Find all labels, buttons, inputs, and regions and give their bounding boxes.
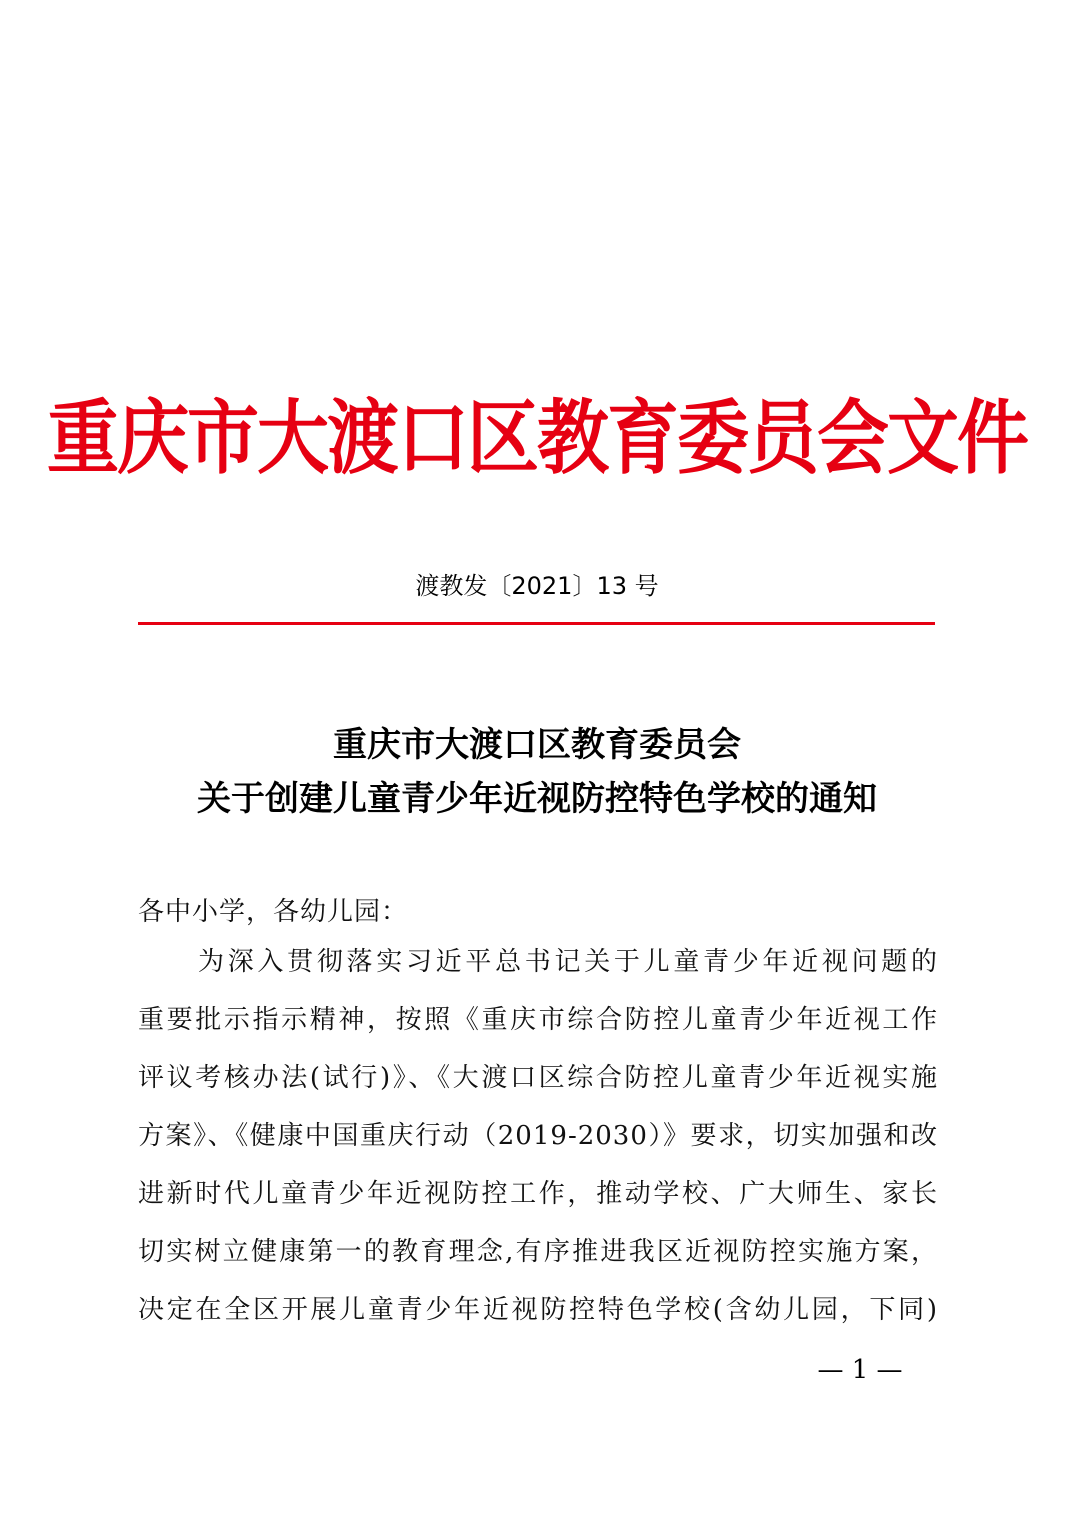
paragraph-line: 进新时代儿童青少年近视防控工作，推动学校、广大师生、家长 <box>138 1179 938 1209</box>
paragraph-line: 方案》、《健康中国重庆行动（2019-2030）》要求，切实加强和改 <box>138 1121 938 1151</box>
document-number: 渡教发〔2021〕13 号 <box>415 572 659 600</box>
notice-title-line-2: 关于创建儿童青少年近视防控特色学校的通知 <box>197 779 877 819</box>
paragraph-line: 为深入贯彻落实习近平总书记关于儿童青少年近视问题的 <box>198 947 938 977</box>
body-paragraph <box>138 942 938 1348</box>
paragraph-line: 决定在全区开展儿童青少年近视防控特色学校(含幼儿园，下同) <box>138 1295 938 1325</box>
page-number: — 1 — <box>817 1355 903 1385</box>
salutation: 各中小学，各幼儿园： <box>138 897 409 927</box>
paragraph-line: 重要批示指示精神，按照《重庆市综合防控儿童青少年近视工作 <box>138 1005 938 1035</box>
paragraph-line: 切实树立健康第一的教育理念,有序推进我区近视防控实施方案， <box>138 1237 938 1267</box>
notice-title-line-1: 重庆市大渡口区教育委员会 <box>333 725 741 765</box>
paragraph-line: 评议考核办法(试行)》、《大渡口区综合防控儿童青少年近视实施 <box>138 1063 938 1093</box>
red-divider-line <box>138 622 935 625</box>
issuer-header-title: 重庆市大渡口区教育委员会文件 <box>46 389 1027 486</box>
